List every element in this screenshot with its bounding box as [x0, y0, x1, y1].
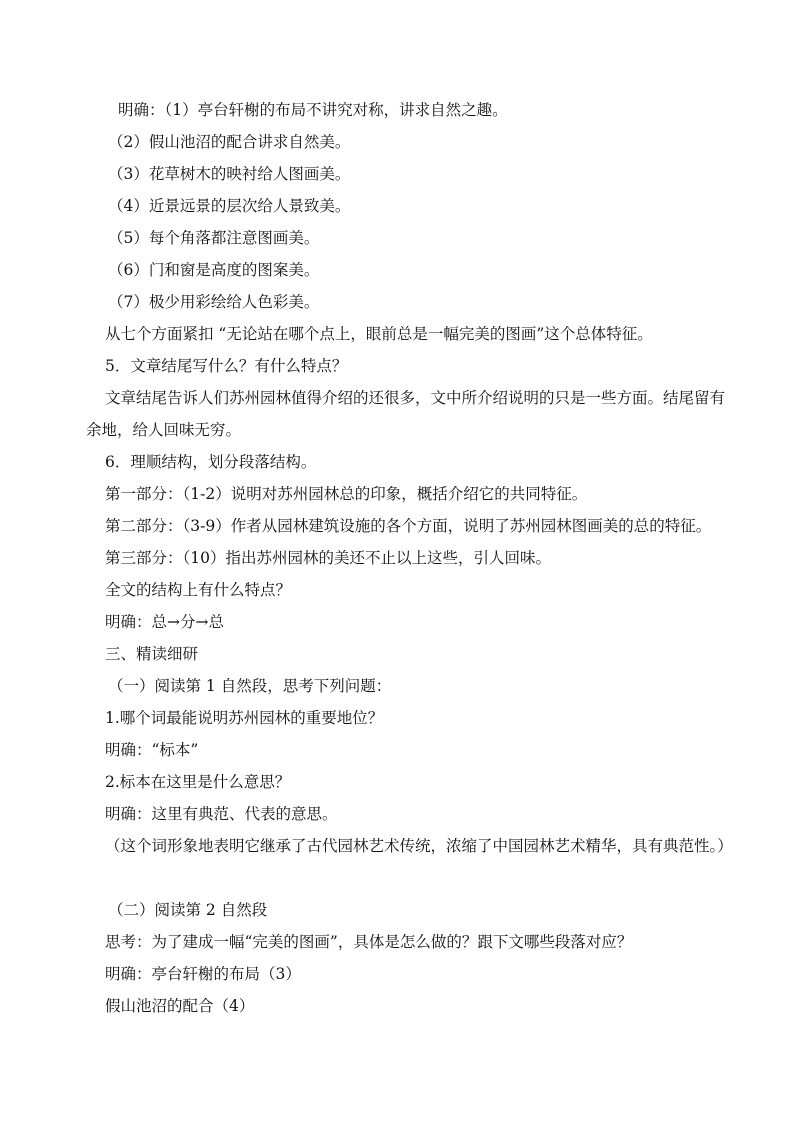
text-line: 2.标本在这里是什么意思？ — [105, 773, 291, 791]
section-heading: 三、精读细研 — [105, 645, 199, 663]
text-line: （3）花草树木的映衬给人图画美。 — [108, 165, 351, 183]
text-line: 第三部分：（10）指出苏州园林的美还不止以上这些，引人回味。 — [105, 549, 551, 567]
text-line: （7）极少用彩绘给人色彩美。 — [108, 293, 320, 311]
question-heading: 6．理顺结构，划分段落结构。 — [105, 453, 317, 471]
question-heading: 5．文章结尾写什么？有什么特点？ — [105, 357, 348, 375]
text-line: 全文的结构上有什么特点？ — [105, 581, 292, 599]
text-line: 明确：（1）亭台轩榭的布局不讲究对称，讲求自然之趣。 — [118, 101, 508, 119]
text-line: 假山池沼的配合（4） — [105, 997, 255, 1015]
text-line: （5）每个角落都注意图画美。 — [108, 229, 320, 247]
text-line: 明确：“标本” — [105, 741, 199, 759]
text-line: 明确：亭台轩榭的布局（3） — [105, 965, 301, 983]
text-line: （一）阅读第 1 自然段，思考下列问题： — [108, 677, 392, 695]
text-line: 第一部分：（1-2）说明对苏州园林总的印象，概括介绍它的共同特征。 — [105, 485, 588, 503]
text-line: 从七个方面紧扣 “无论站在哪个点上，眼前总是一幅完美的图画”这个总体特征。 — [105, 325, 653, 343]
text-line: 明确：这里有典范、代表的意思。 — [105, 805, 338, 823]
text-line: （6）门和窗是高度的图案美。 — [108, 261, 320, 279]
text-line: 思考：为了建成一幅“完美的图画”，具体是怎么做的？跟下文哪些段落对应？ — [105, 933, 633, 951]
text-line: （4）近景远景的层次给人景致美。 — [108, 197, 351, 215]
text-line: 第二部分：（3-9）作者从园林建筑设施的各个方面，说明了苏州园林图画美的总的特征。 — [105, 517, 712, 535]
text-line: （2）假山池沼的配合讲求自然美。 — [108, 133, 351, 151]
text-line: 1.哪个词最能说明苏州园林的重要地位？ — [105, 709, 384, 727]
text-line: 明确：总→分→总 — [105, 613, 224, 631]
section-heading: （二）阅读第 2 自然段 — [108, 901, 268, 919]
text-paragraph: （这个词形象地表明它继承了古代园林艺术传统，浓缩了中国园林艺术精华，具有典范性。） — [105, 837, 733, 855]
text-paragraph: 文章结尾告诉人们苏州园林值得介绍的还很多，文中所介绍说明的只是一些方面。结尾留有余地，给人回味无穷。 — [86, 389, 726, 439]
